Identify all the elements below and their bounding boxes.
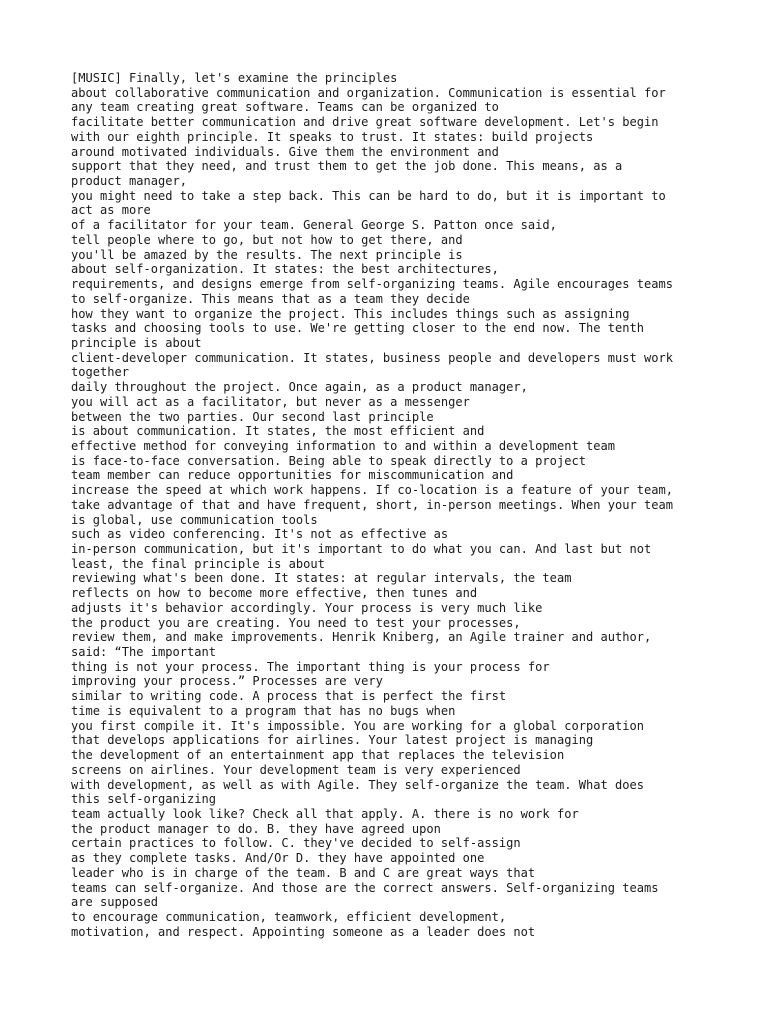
transcript-line: you might need to take a step back. This can be hard to do, but it is important to — [71, 188, 666, 203]
transcript-line: the development of an entertainment app that replaces the television — [71, 748, 565, 763]
transcript-line: time is equivalent to a program that has no bugs when — [71, 703, 456, 718]
transcript-line: support that they need, and trust them to get the job done. This means, as a — [71, 159, 623, 174]
transcript-line: is face-to-face conversation. Being able to speak directly to a project — [71, 453, 586, 468]
transcript-line: the product you are creating. You need to test your processes, — [71, 615, 521, 630]
transcript-line: client-developer communication. It states, business people and developers must work — [71, 350, 673, 365]
transcript-line: how they want to organize the project. This includes things such as assigning — [71, 306, 630, 321]
transcript-line: together — [71, 365, 130, 380]
transcript-line: certain practices to follow. C. they've decided to self-assign — [71, 836, 521, 851]
transcript-line: between the two parties. Our second last principle — [71, 409, 434, 424]
transcript-line: this self-organizing — [71, 792, 217, 807]
transcript-line: to encourage communication, teamwork, efficient development, — [71, 909, 507, 924]
transcript-line: increase the speed at which work happens. If co-location is a feature of your team, — [71, 483, 673, 498]
transcript-line: principle is about — [71, 335, 202, 350]
transcript-line: reflects on how to become more effective, then tunes and — [71, 586, 478, 601]
transcript-line: least, the final principle is about — [71, 556, 325, 571]
transcript-line: to self-organize. This means that as a team they decide — [71, 291, 470, 306]
transcript-line: about self-organization. It states: the best architectures, — [71, 262, 499, 277]
transcript-line: as they complete tasks. And/Or D. they have appointed one — [71, 851, 485, 866]
transcript-line: screens on airlines. Your development team is very experienced — [71, 762, 521, 777]
transcript-line: product manager, — [71, 174, 188, 189]
transcript-line: is about communication. It states, the most efficient and — [71, 424, 485, 439]
transcript-line: similar to writing code. A process that is perfect the first — [71, 689, 507, 704]
transcript-line: take advantage of that and have frequent, short, in-person meetings. When your team — [71, 497, 673, 512]
transcript-line: facilitate better communication and drive great software development. Let's begin — [71, 115, 659, 130]
transcript-line: requirements, and designs emerge from self-organizing teams. Agile encourages teams — [71, 277, 673, 292]
transcript-line: improving your process.” Processes are very — [71, 674, 383, 689]
transcript-page — [71, 71, 761, 939]
transcript-line: is global, use communication tools — [71, 512, 318, 527]
transcript-line: team member can reduce opportunities for miscommunication and — [71, 468, 514, 483]
transcript-line: team actually look like? Check all that apply. A. there is no work for — [71, 806, 579, 821]
transcript-line: [MUSIC] Finally, let's examine the principles — [71, 71, 398, 85]
transcript-line: you'll be amazed by the results. The next principle is — [71, 247, 463, 262]
transcript-line: that develops applications for airlines. Your latest project is managing — [71, 733, 594, 748]
transcript-line: any team creating great software. Teams can be organized to — [71, 100, 499, 115]
transcript-line: said: “The important — [71, 645, 217, 660]
transcript-line: act as more — [71, 203, 151, 218]
transcript-line: leader who is in charge of the team. B and C are great ways that — [71, 865, 536, 880]
transcript-line: motivation, and respect. Appointing someone as a leader does not — [71, 924, 536, 939]
transcript-body — [71, 71, 761, 939]
transcript-line: tell people where to go, but not how to get there, and — [71, 232, 463, 247]
transcript-line: daily throughout the project. Once again, as a product manager, — [71, 380, 528, 395]
transcript-line: effective method for conveying information to and within a development team — [71, 438, 615, 453]
transcript-line: reviewing what's been done. It states: at regular intervals, the team — [71, 571, 572, 586]
transcript-line: with our eighth principle. It speaks to trust. It states: build projects — [71, 129, 594, 144]
transcript-line: in-person communication, but it's important to do what you can. And last but not — [71, 542, 652, 556]
transcript-line: tasks and choosing tools to use. We're getting closer to the end now. The tenth — [71, 321, 644, 336]
transcript-line: of a facilitator for your team. General George S. Patton once said, — [71, 218, 557, 233]
transcript-line: review them, and make improvements. Henrik Kniberg, an Agile trainer and author, — [71, 630, 652, 645]
transcript-line: such as video conferencing. It's not as effective as — [71, 527, 449, 542]
transcript-line: adjusts it's behavior accordingly. Your process is very much like — [71, 600, 543, 615]
transcript-line: with development, as well as with Agile. They self-organize the team. What does — [71, 777, 644, 792]
transcript-line: you first compile it. It's impossible. You are working for a global corporation — [71, 718, 644, 733]
transcript-line: are supposed — [71, 895, 159, 910]
transcript-line: you will act as a facilitator, but never as a messenger — [71, 394, 470, 409]
transcript-line: thing is not your process. The important thing is your process for — [71, 659, 550, 674]
transcript-line: around motivated individuals. Give them the environment and — [71, 144, 499, 159]
transcript-line: the product manager to do. B. they have agreed upon — [71, 821, 441, 836]
transcript-line: teams can self-organize. And those are the correct answers. Self-organizing teams — [71, 880, 659, 895]
transcript-line: about collaborative communication and organization. Communication is essential for — [71, 85, 666, 100]
